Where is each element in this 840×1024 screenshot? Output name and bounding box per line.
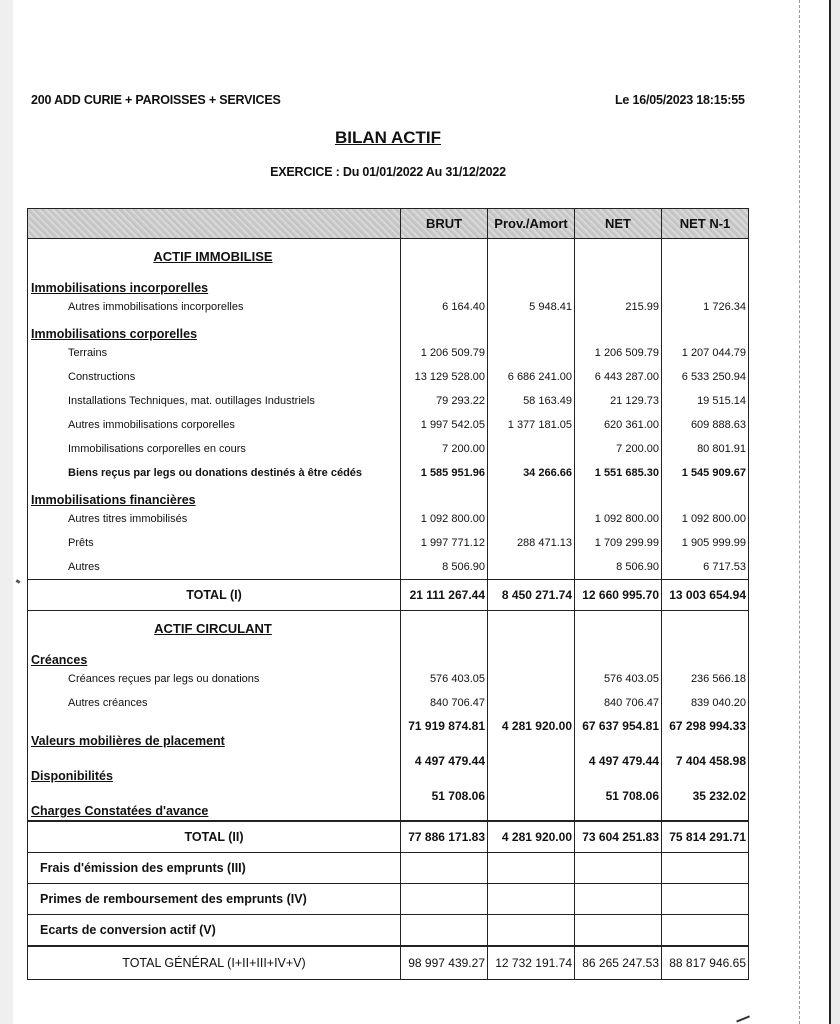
grand-total-net: 86 265 247.53 <box>575 946 662 980</box>
total-net-n1: 13 003 654.94 <box>662 580 749 611</box>
table-row <box>28 295 749 319</box>
cell-prov: 4 281 920.00 <box>488 715 575 750</box>
cell-net: 21 129.73 <box>575 389 662 413</box>
cell-brut: 1 206 509.79 <box>401 341 488 365</box>
cell-net <box>575 884 662 915</box>
cell-net: 8 506.90 <box>575 555 662 580</box>
grand-total-brut: 98 997 439.27 <box>401 946 488 980</box>
grand-total-row <box>28 946 749 980</box>
cell-net: 1 206 509.79 <box>575 341 662 365</box>
cell-net: 215.99 <box>575 295 662 319</box>
cell-net: 51 708.06 <box>575 785 662 821</box>
cell-net: 576 403.05 <box>575 667 662 691</box>
cell-net-n1 <box>662 853 749 884</box>
cell-net-n1 <box>662 884 749 915</box>
cell-brut: 1 997 771.12 <box>401 531 488 555</box>
row-label: Disponibilités <box>31 769 113 783</box>
cell-net-n1 <box>662 915 749 947</box>
cell-prov <box>488 785 575 821</box>
row-frais-emission <box>28 853 749 884</box>
cell-prov <box>488 341 575 365</box>
page-title: BILAN ACTIF <box>334 128 442 147</box>
table-row <box>28 389 749 413</box>
row-label: Terrains <box>28 341 401 365</box>
total-net-n1: 75 814 291.71 <box>662 821 749 853</box>
group-heading: Immobilisations financières <box>31 493 196 507</box>
section-actif-circulant <box>28 611 749 646</box>
row-label: Installations Techniques, mat. outillages Industriels <box>28 389 401 413</box>
cell-prov: 6 686 241.00 <box>488 365 575 389</box>
group-heading: Immobilisations incorporelles <box>31 281 209 295</box>
total-row-1 <box>28 580 749 611</box>
cell-net-n1: 67 298 994.33 <box>662 715 749 750</box>
table-row <box>28 365 749 389</box>
row-disponibilites <box>28 750 749 785</box>
group-corporelles <box>28 319 749 341</box>
table-row <box>28 667 749 691</box>
cell-brut: 1 092 800.00 <box>401 507 488 531</box>
cell-prov: 58 163.49 <box>488 389 575 413</box>
cell-brut: 576 403.05 <box>401 667 488 691</box>
section-heading: ACTIF CIRCULANT <box>154 620 272 636</box>
cell-net: 4 497 479.44 <box>575 750 662 785</box>
cell-net: 6 443 287.00 <box>575 365 662 389</box>
table-row <box>28 531 749 555</box>
row-label: Créances reçues par legs ou donations <box>28 667 401 691</box>
cell-net: 840 706.47 <box>575 691 662 715</box>
cell-prov: 1 377 181.05 <box>488 413 575 437</box>
table-row <box>28 437 749 461</box>
table-row <box>28 413 749 437</box>
row-label: Constructions <box>28 365 401 389</box>
cell-net-n1: 35 232.02 <box>662 785 749 821</box>
total-net: 73 604 251.83 <box>575 821 662 853</box>
row-label: Prêts <box>28 531 401 555</box>
total-prov: 4 281 920.00 <box>488 821 575 853</box>
page-fold-line <box>799 0 800 1024</box>
header-net: NET <box>575 209 662 239</box>
cell-brut: 1 997 542.05 <box>401 413 488 437</box>
cell-prov: 288 471.13 <box>488 531 575 555</box>
total-label: TOTAL (I) <box>28 580 401 611</box>
entity-name: 200 ADD CURIE + PAROISSES + SERVICES <box>31 93 281 107</box>
table-row <box>28 507 749 531</box>
group-creances <box>28 645 749 667</box>
grand-total-prov: 12 732 191.74 <box>488 946 575 980</box>
cell-net <box>575 915 662 947</box>
group-heading: Immobilisations corporelles <box>31 327 198 341</box>
header-brut: BRUT <box>401 209 488 239</box>
row-label: Autres créances <box>28 691 401 715</box>
page-edge-left <box>0 0 13 1024</box>
cell-net: 67 637 954.81 <box>575 715 662 750</box>
stray-mark <box>16 579 21 584</box>
row-label: Valeurs mobilières de placement <box>31 734 225 748</box>
cell-net <box>575 853 662 884</box>
period-subtitle: EXERCICE : Du 01/01/2022 Au 31/12/2022 <box>270 165 506 179</box>
row-label: Autres immobilisations incorporelles <box>28 295 401 319</box>
cell-brut: 71 919 874.81 <box>401 715 488 750</box>
cell-brut: 13 129 528.00 <box>401 365 488 389</box>
table-row <box>28 461 749 485</box>
row-label: Autres titres immobilisés <box>28 507 401 531</box>
cell-net-n1: 6 717.53 <box>662 555 749 580</box>
cell-prov <box>488 555 575 580</box>
total-label: TOTAL (II) <box>28 821 401 853</box>
header-prov-amort: Prov./Amort <box>488 209 575 239</box>
group-heading: Créances <box>31 653 88 667</box>
cell-prov: 34 266.66 <box>488 461 575 485</box>
row-label: Charges Constatées d'avance <box>31 804 209 818</box>
table-row <box>28 691 749 715</box>
group-financieres <box>28 485 749 507</box>
cell-brut: 7 200.00 <box>401 437 488 461</box>
cell-net-n1: 236 566.18 <box>662 667 749 691</box>
cell-net-n1: 6 533 250.94 <box>662 365 749 389</box>
cell-brut: 6 164.40 <box>401 295 488 319</box>
cell-prov <box>488 853 575 884</box>
cell-net: 7 200.00 <box>575 437 662 461</box>
cell-brut: 4 497 479.44 <box>401 750 488 785</box>
row-valeurs-mobilieres <box>28 715 749 750</box>
cell-prov <box>488 437 575 461</box>
row-label: Immobilisations corporelles en cours <box>28 437 401 461</box>
row-label: Autres <box>28 555 401 580</box>
total-brut: 21 111 267.44 <box>401 580 488 611</box>
cell-prov <box>488 667 575 691</box>
cell-brut: 51 708.06 <box>401 785 488 821</box>
cell-net-n1: 19 515.14 <box>662 389 749 413</box>
row-label: Biens reçus par legs ou donations destinés à être cédés <box>28 461 401 485</box>
row-label: Primes de remboursement des emprunts (IV) <box>28 884 401 915</box>
total-prov: 8 450 271.74 <box>488 580 575 611</box>
cell-net-n1: 1 207 044.79 <box>662 341 749 365</box>
cell-net-n1: 1 545 909.67 <box>662 461 749 485</box>
cell-prov <box>488 915 575 947</box>
cell-prov: 5 948.41 <box>488 295 575 319</box>
cell-net-n1: 1 726.34 <box>662 295 749 319</box>
cell-net: 1 551 685.30 <box>575 461 662 485</box>
row-charges-constatees <box>28 785 749 821</box>
row-label: Frais d'émission des emprunts (III) <box>28 853 401 884</box>
cell-net-n1: 839 040.20 <box>662 691 749 715</box>
print-timestamp: Le 16/05/2023 18:15:55 <box>615 93 745 107</box>
total-row-2 <box>28 821 749 853</box>
cell-prov <box>488 691 575 715</box>
cell-brut: 1 585 951.96 <box>401 461 488 485</box>
cell-brut: 8 506.90 <box>401 555 488 580</box>
cell-net-n1: 1 905 999.99 <box>662 531 749 555</box>
cell-net-n1: 80 801.91 <box>662 437 749 461</box>
section-actif-immobilise <box>28 239 749 274</box>
grand-total-net-n1: 88 817 946.65 <box>662 946 749 980</box>
header-label <box>28 209 401 239</box>
cell-brut <box>401 884 488 915</box>
header-net-n1: NET N-1 <box>662 209 749 239</box>
cell-prov <box>488 507 575 531</box>
cell-net: 620 361.00 <box>575 413 662 437</box>
cell-brut: 79 293.22 <box>401 389 488 413</box>
table-header-row <box>28 209 749 239</box>
total-net: 12 660 995.70 <box>575 580 662 611</box>
cell-net-n1: 7 404 458.98 <box>662 750 749 785</box>
pen-stroke <box>736 1015 750 1022</box>
page-edge-right <box>831 0 840 1024</box>
cell-net: 1 092 800.00 <box>575 507 662 531</box>
cell-brut <box>401 853 488 884</box>
row-ecarts-conversion <box>28 915 749 947</box>
row-primes-remboursement <box>28 884 749 915</box>
cell-brut: 840 706.47 <box>401 691 488 715</box>
section-heading: ACTIF IMMOBILISE <box>153 248 273 264</box>
cell-net-n1: 609 888.63 <box>662 413 749 437</box>
group-incorporelles <box>28 273 749 295</box>
cell-prov <box>488 750 575 785</box>
cell-net-n1: 1 092 800.00 <box>662 507 749 531</box>
cell-brut <box>401 915 488 947</box>
row-label: Autres immobilisations corporelles <box>28 413 401 437</box>
cell-prov <box>488 884 575 915</box>
row-label: Ecarts de conversion actif (V) <box>28 915 401 947</box>
balance-sheet-table <box>27 208 749 980</box>
cell-net: 1 709 299.99 <box>575 531 662 555</box>
table-row <box>28 555 749 580</box>
table-row <box>28 341 749 365</box>
grand-total-label: TOTAL GÉNÉRAL (I+II+III+IV+V) <box>28 946 401 980</box>
total-brut: 77 886 171.83 <box>401 821 488 853</box>
